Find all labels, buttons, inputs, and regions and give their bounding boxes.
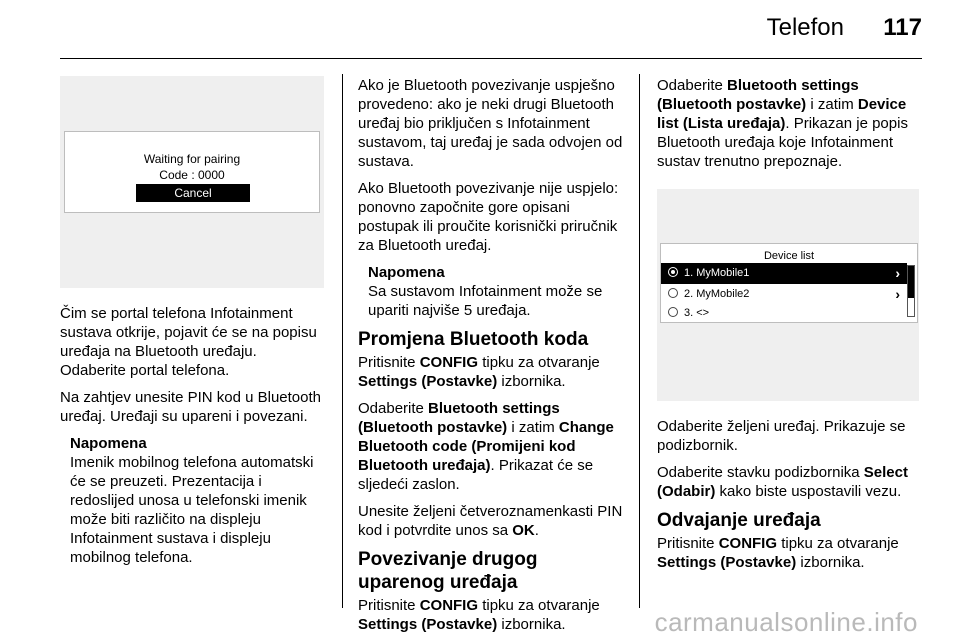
paragraph: Čim se portal telefona Infotainment sustava otkrije, pojavit će se na popisu uređaja na Bluetooth uređaju. Odaberite portal telefona.	[60, 305, 317, 379]
column-2	[358, 76, 624, 642]
device-list-screen	[660, 243, 918, 323]
device-list-screenshot	[657, 189, 919, 401]
pairing-screen	[64, 131, 320, 213]
paragraph: Na zahtjev unesite PIN kod u Bluetooth uređaj. Uređaji su upareni i povezani.	[60, 389, 321, 425]
pairing-code: Code : 0000	[159, 168, 225, 182]
watermark: carmanualsonline.info	[654, 607, 918, 637]
pairing-status: Waiting for pairing	[143, 152, 241, 166]
note	[70, 434, 324, 567]
column-1	[60, 76, 324, 575]
column-divider	[342, 74, 343, 608]
device-list-title: Device list	[763, 250, 815, 262]
device-list-item[interactable]: 1. MyMobile1 ›	[668, 263, 900, 284]
paragraph: Pritisnite CONFIG tipku za otvaranje Settings (Postavke) izbornika.	[657, 535, 899, 571]
paragraph: Odaberite željeni uređaj. Prikazuje se podizbornik.	[657, 418, 906, 454]
device-list-item[interactable]: 3. <>	[668, 303, 900, 324]
paragraph: Ako Bluetooth povezivanje nije uspjelo: ponovno započnite gore opisani postupak ili proučite korisnički priručnik za Bluetooth uređaj.	[358, 180, 619, 254]
note-text: Sa sustavom Infotainment može se upariti najviše 5 uređaja.	[368, 283, 603, 319]
section-heading: Promjena Bluetooth koda	[358, 329, 589, 350]
radio-selected-icon	[668, 267, 678, 277]
scrollbar-thumb[interactable]	[908, 266, 914, 298]
note	[368, 263, 624, 320]
radio-icon	[668, 307, 678, 317]
header-rule	[60, 58, 922, 59]
cancel-button[interactable]: Cancel	[136, 184, 250, 202]
paragraph: Odaberite Bluetooth settings (Bluetooth postavke) i zatim Device list (Lista uređaja). Prikazan je popis Bluetooth uređaja koje Infotainment sustav trenutno prepoznaje.	[657, 77, 908, 170]
section-heading: Odvajanje uređaja	[657, 510, 821, 531]
pairing-screenshot	[60, 76, 324, 288]
column-divider	[639, 74, 640, 608]
paragraph: Pritisnite CONFIG tipku za otvaranje Settings (Postavke) izbornika.	[358, 597, 600, 633]
note-text: Imenik mobilnog telefona automatski će se preuzeti. Prezentacija i redoslijed unosa u telefonski imenik može biti različito na displeju Infotainment sustava i displeju mobilnog telefona.	[70, 454, 314, 566]
paragraph: Unesite željeni četveroznamenkasti PIN kod i potvrdite unos sa OK.	[358, 503, 623, 539]
note-title: Napomena	[368, 264, 445, 281]
page-number: 117	[883, 14, 922, 41]
page-title: Telefon	[766, 14, 844, 41]
device-list-item[interactable]: 2. MyMobile2 ›	[668, 284, 900, 305]
scrollbar[interactable]	[907, 265, 915, 317]
paragraph: Ako je Bluetooth povezivanje uspješno provedeno: ako je neki drugi Bluetooth uređaj bio priključen s Infotainment sustavom, taj uređaj je sada odvojen od sustava.	[358, 77, 623, 170]
chevron-right-icon: ›	[895, 286, 900, 302]
paragraph: Pritisnite CONFIG tipku za otvaranje Settings (Postavke) izbornika.	[358, 354, 600, 390]
paragraph: Odaberite Bluetooth settings (Bluetooth postavke) i zatim Change Bluetooth code (Promijeni kod Bluetooth uređaja). Prikazat će se sljedeći zaslon.	[358, 400, 614, 493]
note-title: Napomena	[70, 435, 147, 452]
section-heading: Povezivanje drugog uparenog uređaja	[358, 549, 538, 593]
paragraph: Odaberite stavku podizbornika Select (Odabir) kako biste uspostavili vezu.	[657, 464, 908, 500]
chevron-right-icon: ›	[895, 265, 900, 281]
column-3	[657, 76, 921, 580]
radio-icon	[668, 288, 678, 298]
